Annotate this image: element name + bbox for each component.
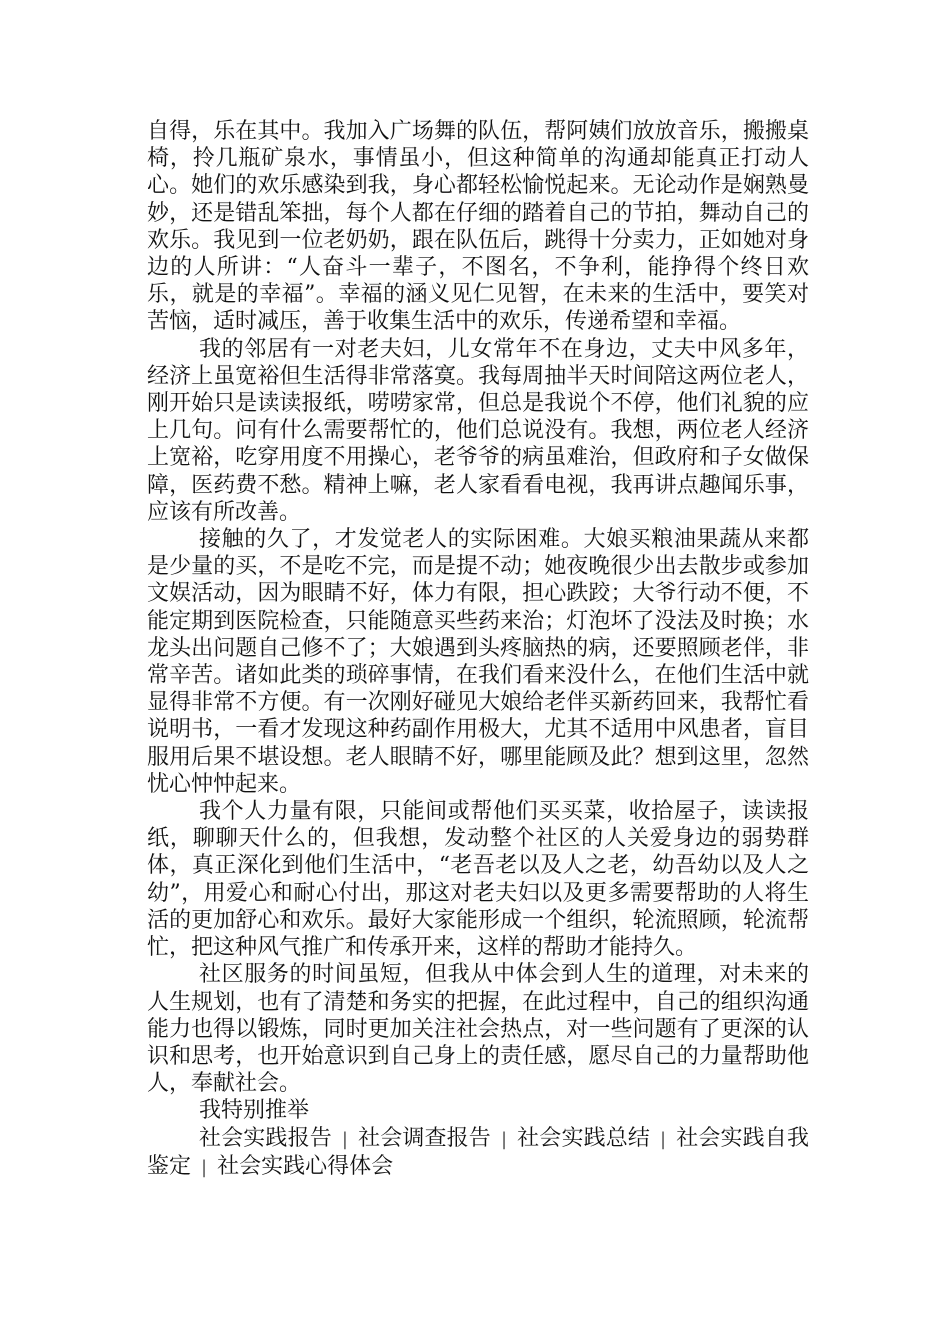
paragraph-3: 接触的久了，才发觉老人的实际困难。大娘买粮油果蔬从来都是少量的买，不是吃不完，而是提不动；她夜晚很少出去散步或参加文娱活动，因为眼睛不好，体力有限，担心跌跤；大爷行动不便，不能定期到医院检查，只能随意买些药来治；灯泡坏了没法及时换；水龙头出问题自己修不了；大娘遇到头疼脑热的病，还要照顾老伴，非常辛苦。诸如此类的琐碎事情，在我们看来没什么，在他们生活中就显得非常不方便。有一次刚好碰见大娘给老伴买新药回来，我帮忙看说明书，一看才发现这种药副作用极大，尤其不适用中风患者，盲目服用后果不堪设想。老人眼睛不好，哪里能顾及此？想到这里，忽然忧心忡忡起来。 <box>147 527 809 797</box>
link-separator: | <box>660 1128 667 1150</box>
link-social-practice-summary[interactable]: 社会实践总结 <box>517 1125 651 1151</box>
paragraph-4: 我个人力量有限，只能间或帮他们买买菜，收拾屋子，读读报纸，聊聊天什么的，但我想，发动整个社区的人关爱身边的弱势群体，真正深化到他们生活中，“老吾老以及人之老，幼吾幼以及人之幼”，用爱心和耐心付出，那这对老夫妇以及更多需要帮助的人将生活的更加舒心和欢乐。最好大家能形成一个组织，轮流照顾，轮流帮忙，把这种风气推广和传承开来，这样的帮助才能持久。 <box>147 799 809 961</box>
link-separator: | <box>201 1156 208 1178</box>
link-social-practice-reflections[interactable]: 社会实践心得体会 <box>217 1153 394 1179</box>
link-social-practice-report[interactable]: 社会实践报告 <box>199 1125 332 1151</box>
paragraph-1: 自得，乐在其中。我加入广场舞的队伍，帮阿姨们放放音乐，搬搬桌椅，拎几瓶矿泉水，事情虽小，但这种简单的沟通却能真正打动人心。她们的欢乐感染到我，身心都轻松愉悦起来。无论动作是娴熟曼妙，还是错乱笨拙，每个人都在仔细的踏着自己的节拍，舞动自己的欢乐。我见到一位老奶奶，跟在队伍后，跳得十分卖力，正如她对身边的人所讲：“人奋斗一辈子，不图名，不争利，能挣得个终日欢乐，就是的幸福”。幸福的涵义见仁见智，在未来的生活中，要笑对苦恼，适时减压，善于收集生活中的欢乐，传递希望和幸福。 <box>147 119 809 335</box>
link-separator: | <box>500 1128 508 1150</box>
link-social-practice-self-evaluation[interactable]: 社会实践自我鉴定 <box>147 1125 809 1179</box>
paragraph-5: 社区服务的时间虽短，但我从中体会到人生的道理，对未来的人生规划，也有了清楚和务实的把握，在此过程中，自己的组织沟通能力也得以锻炼，同时更加关注社会热点，对一些问题有了更深的认识和思考，也开始意识到自己身上的责任感，愿尽自己的力量帮助他人，奉献社会。 <box>147 962 809 1097</box>
paragraph-2: 我的邻居有一对老夫妇，儿女常年不在身边，丈夫中风多年，经济上虽宽裕但生活得非常落寞。我每周抽半天时间陪这两位老人，刚开始只是读读报纸，唠唠家常，但总是我说个不停，他们礼貌的应上几句。问有什么需要帮忙的，他们总说没有。我想，两位老人经济上宽裕，吃穿用度不用操心，老爷爷的病虽难治，但政府和子女做保障，医药费不愁。精神上嘛，老人家看看电视，我再讲点趣闻乐事，应该有所改善。 <box>147 336 809 525</box>
link-separator: | <box>341 1128 348 1150</box>
link-social-survey-report[interactable]: 社会调查报告 <box>357 1125 491 1151</box>
document-page <box>147 118 809 1181</box>
recommend-label: 我特别推举 <box>199 1098 310 1124</box>
recommend-links <box>147 1125 809 1181</box>
